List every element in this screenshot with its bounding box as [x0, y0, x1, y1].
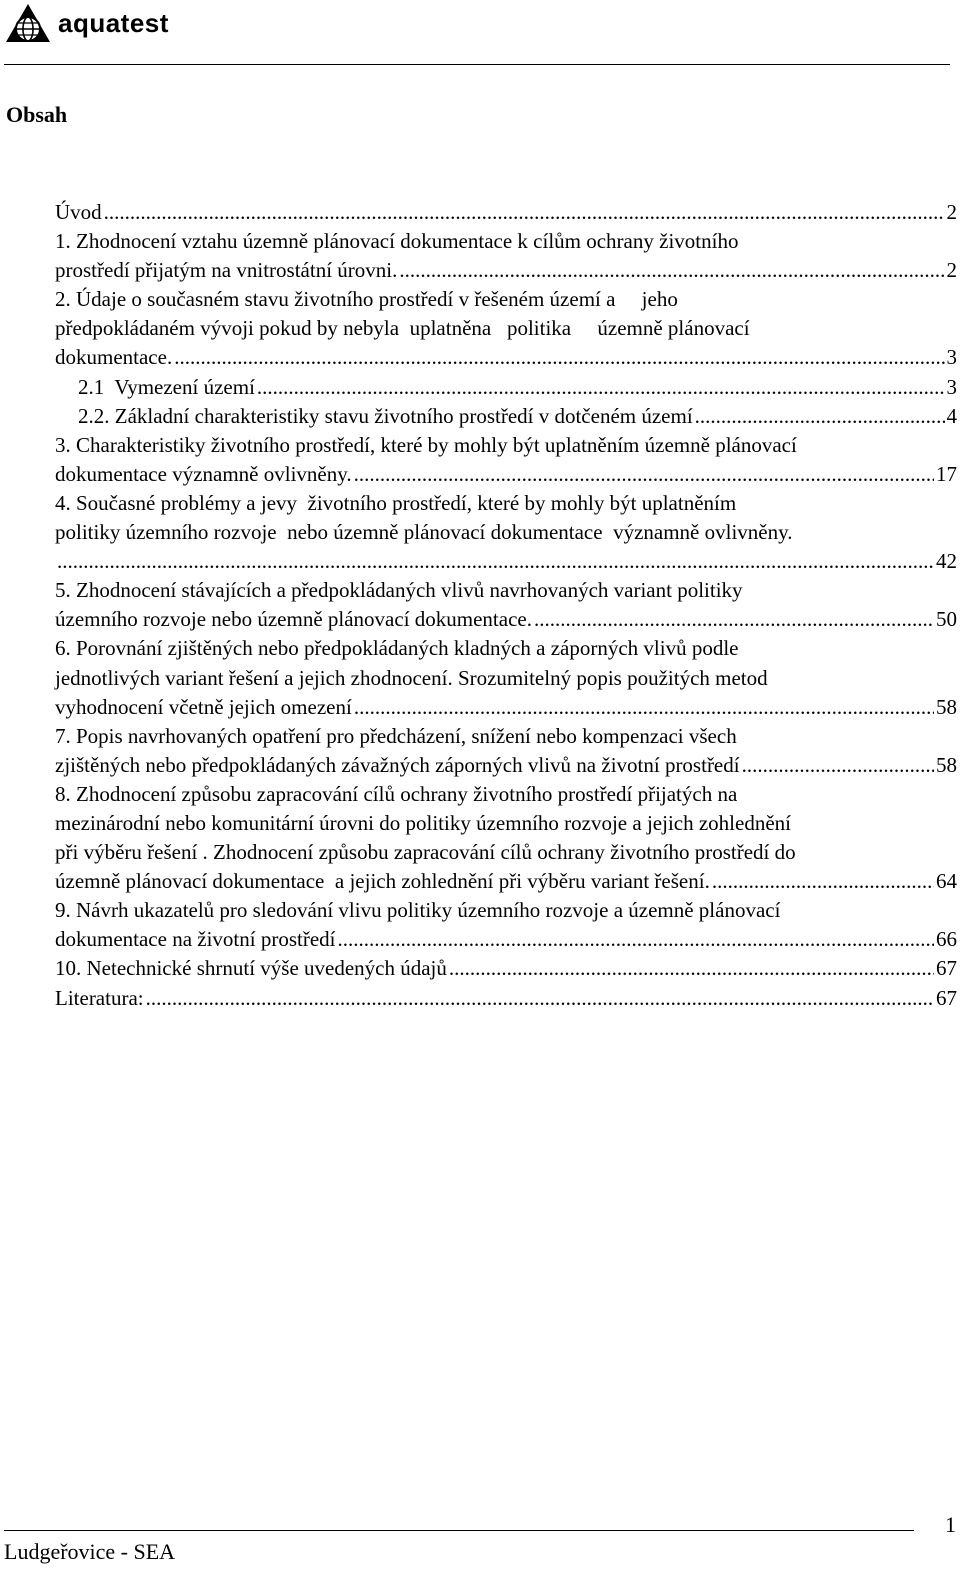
toc-page-number: 67	[936, 985, 957, 1010]
toc-entry-title: dokumentace na životní prostředí	[55, 927, 336, 952]
toc-leader-dots	[104, 198, 945, 227]
toc-entry[interactable]	[55, 722, 957, 780]
toc-page-number: 3	[946, 345, 957, 370]
toc-entry-title: územního rozvoje nebo územně plánovací dokumentace.	[55, 607, 532, 632]
page-number: 1	[945, 1512, 956, 1537]
toc-leader-dots	[338, 925, 935, 954]
toc-entry-line: 6. Porovnání zjištěných nebo předpokládaných kladných a záporných vlivů podle	[55, 636, 739, 661]
toc-entry-title: Literatura:	[55, 985, 144, 1010]
toc-entry-title: územně plánovací dokumentace a jejich zohlednění při výběru variant řešení.	[55, 869, 710, 894]
toc-entry-title: zjištěných nebo předpokládaných závažných záporných vlivů na životní prostředí	[55, 752, 740, 777]
toc-page-number: 42	[936, 549, 957, 574]
footer-label: Ludgeřovice - SEA	[4, 1539, 176, 1564]
toc-page-number: 58	[936, 752, 957, 777]
toc-leader-dots	[354, 460, 934, 489]
toc-leader-dots	[399, 256, 944, 285]
toc-leader-dots	[742, 751, 934, 780]
toc-leader-dots	[257, 373, 945, 402]
toc-entry-title: 10. Netechnické shrnutí výše uvedených údajů	[55, 956, 447, 981]
toc-entry-line: 2. Údaje o současném stavu životního prostředí v řešeném území a jeho	[55, 287, 678, 312]
toc-entry-line: mezinárodní nebo komunitární úrovni do politiky územního rozvoje a jejich zohlednění	[55, 810, 791, 835]
toc-leader-dots	[534, 605, 934, 634]
toc-entry-title: dokumentace významně ovlivněny.	[55, 461, 352, 486]
toc-entry-line: 3. Charakteristiky životního prostředí, které by mohly být uplatněním územně plánovací	[55, 432, 797, 457]
toc-entry-title: dokumentace.	[55, 345, 173, 370]
toc-leader-dots	[695, 402, 945, 431]
company-logo	[4, 2, 169, 44]
toc-page-number: 58	[936, 694, 957, 719]
toc-entry-line: při výběru řešení . Zhodnocení způsobu zapracování cílů ochrany životního prostředí do	[55, 840, 796, 865]
toc-entry-line: 4. Současné problémy a jevy životního prostředí, které by mohly být uplatněním	[55, 490, 737, 515]
toc-entry-line: 7. Popis navrhovaných opatření pro předcházení, snížení nebo kompenzaci všech	[55, 723, 737, 748]
toc-page-number: 66	[936, 927, 957, 952]
table-of-contents	[55, 198, 957, 1013]
globe-triangle-logo-icon	[4, 2, 52, 44]
page-title: Obsah	[6, 102, 68, 127]
toc-entry[interactable]	[55, 984, 957, 1013]
toc-entry-line: politiky územního rozvoje nebo územně plánovací dokumentace významně ovlivněny.	[55, 520, 793, 545]
toc-entry-line: jednotlivých variant řešení a jejich zhodnocení. Srozumitelný popis použitých metod	[55, 665, 768, 690]
toc-entry[interactable]	[55, 198, 957, 227]
toc-entry-line: 1. Zhodnocení vztahu územně plánovací dokumentace k cílům ochrany životního	[55, 229, 739, 254]
toc-page-number: 2	[946, 258, 957, 283]
toc-entry[interactable]	[55, 634, 957, 721]
toc-entry[interactable]	[55, 576, 957, 634]
toc-entry[interactable]	[55, 373, 957, 402]
toc-leader-dots	[57, 547, 934, 576]
toc-page-number: 64	[936, 869, 957, 894]
toc-page-number: 3	[946, 374, 957, 399]
toc-leader-dots	[174, 343, 944, 372]
toc-entry[interactable]	[55, 896, 957, 954]
toc-entry-title: 2.2. Základní charakteristiky stavu životního prostředí v dotčeném území	[78, 403, 693, 428]
toc-entry-line: předpokládaném vývoji pokud by nebyla uplatněna politika územně plánovací	[55, 316, 750, 341]
footer-rule	[4, 1530, 914, 1531]
toc-entry-line: 8. Zhodnocení způsobu zapracování cílů ochrany životního prostředí přijatých na	[55, 781, 738, 806]
toc-leader-dots	[449, 954, 934, 983]
logo-wordmark: aquatest	[58, 8, 169, 38]
toc-leader-dots	[354, 693, 934, 722]
toc-page-number: 67	[936, 956, 957, 981]
toc-entry[interactable]	[55, 285, 957, 372]
toc-entry-line: 5. Zhodnocení stávajících a předpokládaných vlivů navrhovaných variant politiky	[55, 578, 743, 603]
toc-leader-dots	[712, 867, 934, 896]
toc-entry[interactable]	[55, 780, 957, 896]
toc-page-number: 2	[946, 200, 957, 224]
toc-page-number: 50	[936, 607, 957, 632]
toc-entry[interactable]	[55, 431, 957, 489]
toc-entry-title: 2.1 Vymezení území	[78, 374, 255, 399]
toc-entry[interactable]	[55, 402, 957, 431]
toc-page-number: 17	[936, 461, 957, 486]
toc-entry[interactable]	[55, 227, 957, 285]
header-rule	[4, 64, 950, 65]
toc-page-number: 4	[946, 403, 957, 428]
toc-entry-title: prostředí přijatým na vnitrostátní úrovni.	[55, 258, 398, 283]
toc-entry[interactable]	[55, 489, 957, 576]
toc-leader-dots	[146, 984, 934, 1013]
toc-entry-title: vyhodnocení včetně jejich omezení	[55, 694, 352, 719]
toc-entry-title: Úvod	[55, 200, 102, 224]
toc-entry[interactable]	[55, 954, 957, 983]
toc-entry-line: 9. Návrh ukazatelů pro sledování vlivu politiky územního rozvoje a územně plánovací	[55, 898, 781, 923]
